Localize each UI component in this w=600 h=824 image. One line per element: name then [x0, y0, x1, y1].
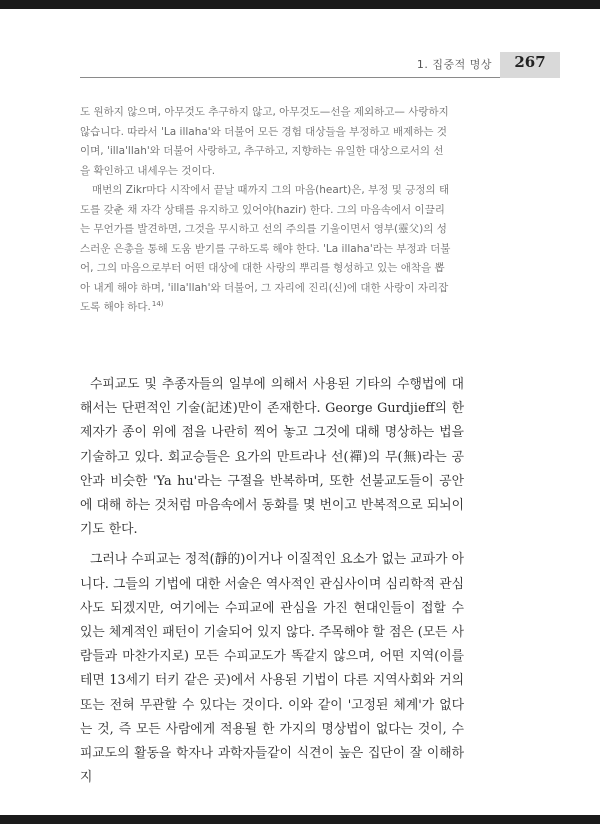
page-number: 267	[514, 53, 546, 71]
header-rule	[80, 77, 500, 78]
citation-marker: 14)	[151, 299, 164, 308]
quote-paragraph	[80, 181, 452, 318]
block-quote	[80, 103, 452, 318]
quote-paragraph-text: 매번의 Zikr마다 시작에서 끝날 때까지 그의 마음(heart)은, 부정 및 긍정의 태도를 갖춘 채 자각 상태를 유지하고 있어야(hazir) 한다. 그의 마음속에서 이끌리는 무언가를 발견하면, 그것을 무시하고 선의 주의를 기울이면서 영부(靈父)의 성스러운 은총을 통해 도움 받기를 구하도록 해야 한다. 'La illaha'라는 부정과 더불어, 그의 마음으로부터 어떤 대상에 대한 사랑의 뿌리를 형성하고 있는 애착을 뽑아 내게 해야 하며, 'illa'llah'와 더불어, 그 자리에 진리(신)에 대한 사랑이 자리잡도록 해야 하다.	[80, 184, 451, 313]
running-head: 1. 집중적 명상	[416, 58, 492, 71]
body-paragraph: 그러나 수피교는 정적(靜的)이거나 이질적인 요소가 없는 교파가 아니다. 그들의 기법에 대한 서술은 역사적인 관심사이며 심리학적 관심사도 되겠지만, 여기에는 수피교에 관심을 가진 현대인들이 접할 수 있는 체계적인 패턴이 기술되어 있지 않다. 주목해야 할 점은 (모든 사람들과 마찬가지로) 모든 수피교도가 똑같지 않으며, 어떤 지역(이를테면 13세기 터키 같은 곳)에서 사용된 기법이 다른 지역사회와 거의 또는 전혀 무관할 수 있다는 것이다. 이와 같이 '고정된 체계'가 없다는 것, 즉 모든 사람에게 적용될 한 가지의 명상법이 없다는 것이, 수피교도의 활동을 학자나 과학자들같이 식견이 높은 집단이 잘 이해하지	[80, 552, 464, 786]
top-border-bar	[0, 0, 600, 9]
quote-paragraph: 도 원하지 않으며, 아무것도 추구하지 않고, 아무것도—선을 제외하고— 사랑하지 않습니다. 따라서 'La illaha'와 더불어 모든 경험 대상들을 부정하고 배제하는 것이며, 'illa'llah'와 더불어 사랑하고, 추구하고, 지향하는 유일한 대상으로서의 선을 확인하고 내세우는 것이다.	[80, 106, 449, 177]
body-text	[80, 373, 464, 790]
body-paragraph: 수피교도 및 추종자들의 일부에 의해서 사용된 기타의 수행법에 대해서는 단편적인 기술(記述)만이 존재한다. George Gurdjieff의 한 제자가 종이 위에 점을 나란히 찍어 놓고 그것에 대해 명상하는 법을 기술하고 있다. 회교승들은 요가의 만트라나 선(禪)의 무(無)라는 공안과 비슷한 'Ya hu'라는 구절을 반복하며, 또한 선불교도들이 공안에 대해 하는 것처럼 마음속에서 동화를 몇 번이고 반복적으로 되뇌이기도 한다.	[80, 377, 464, 538]
bottom-border-bar	[0, 815, 600, 824]
